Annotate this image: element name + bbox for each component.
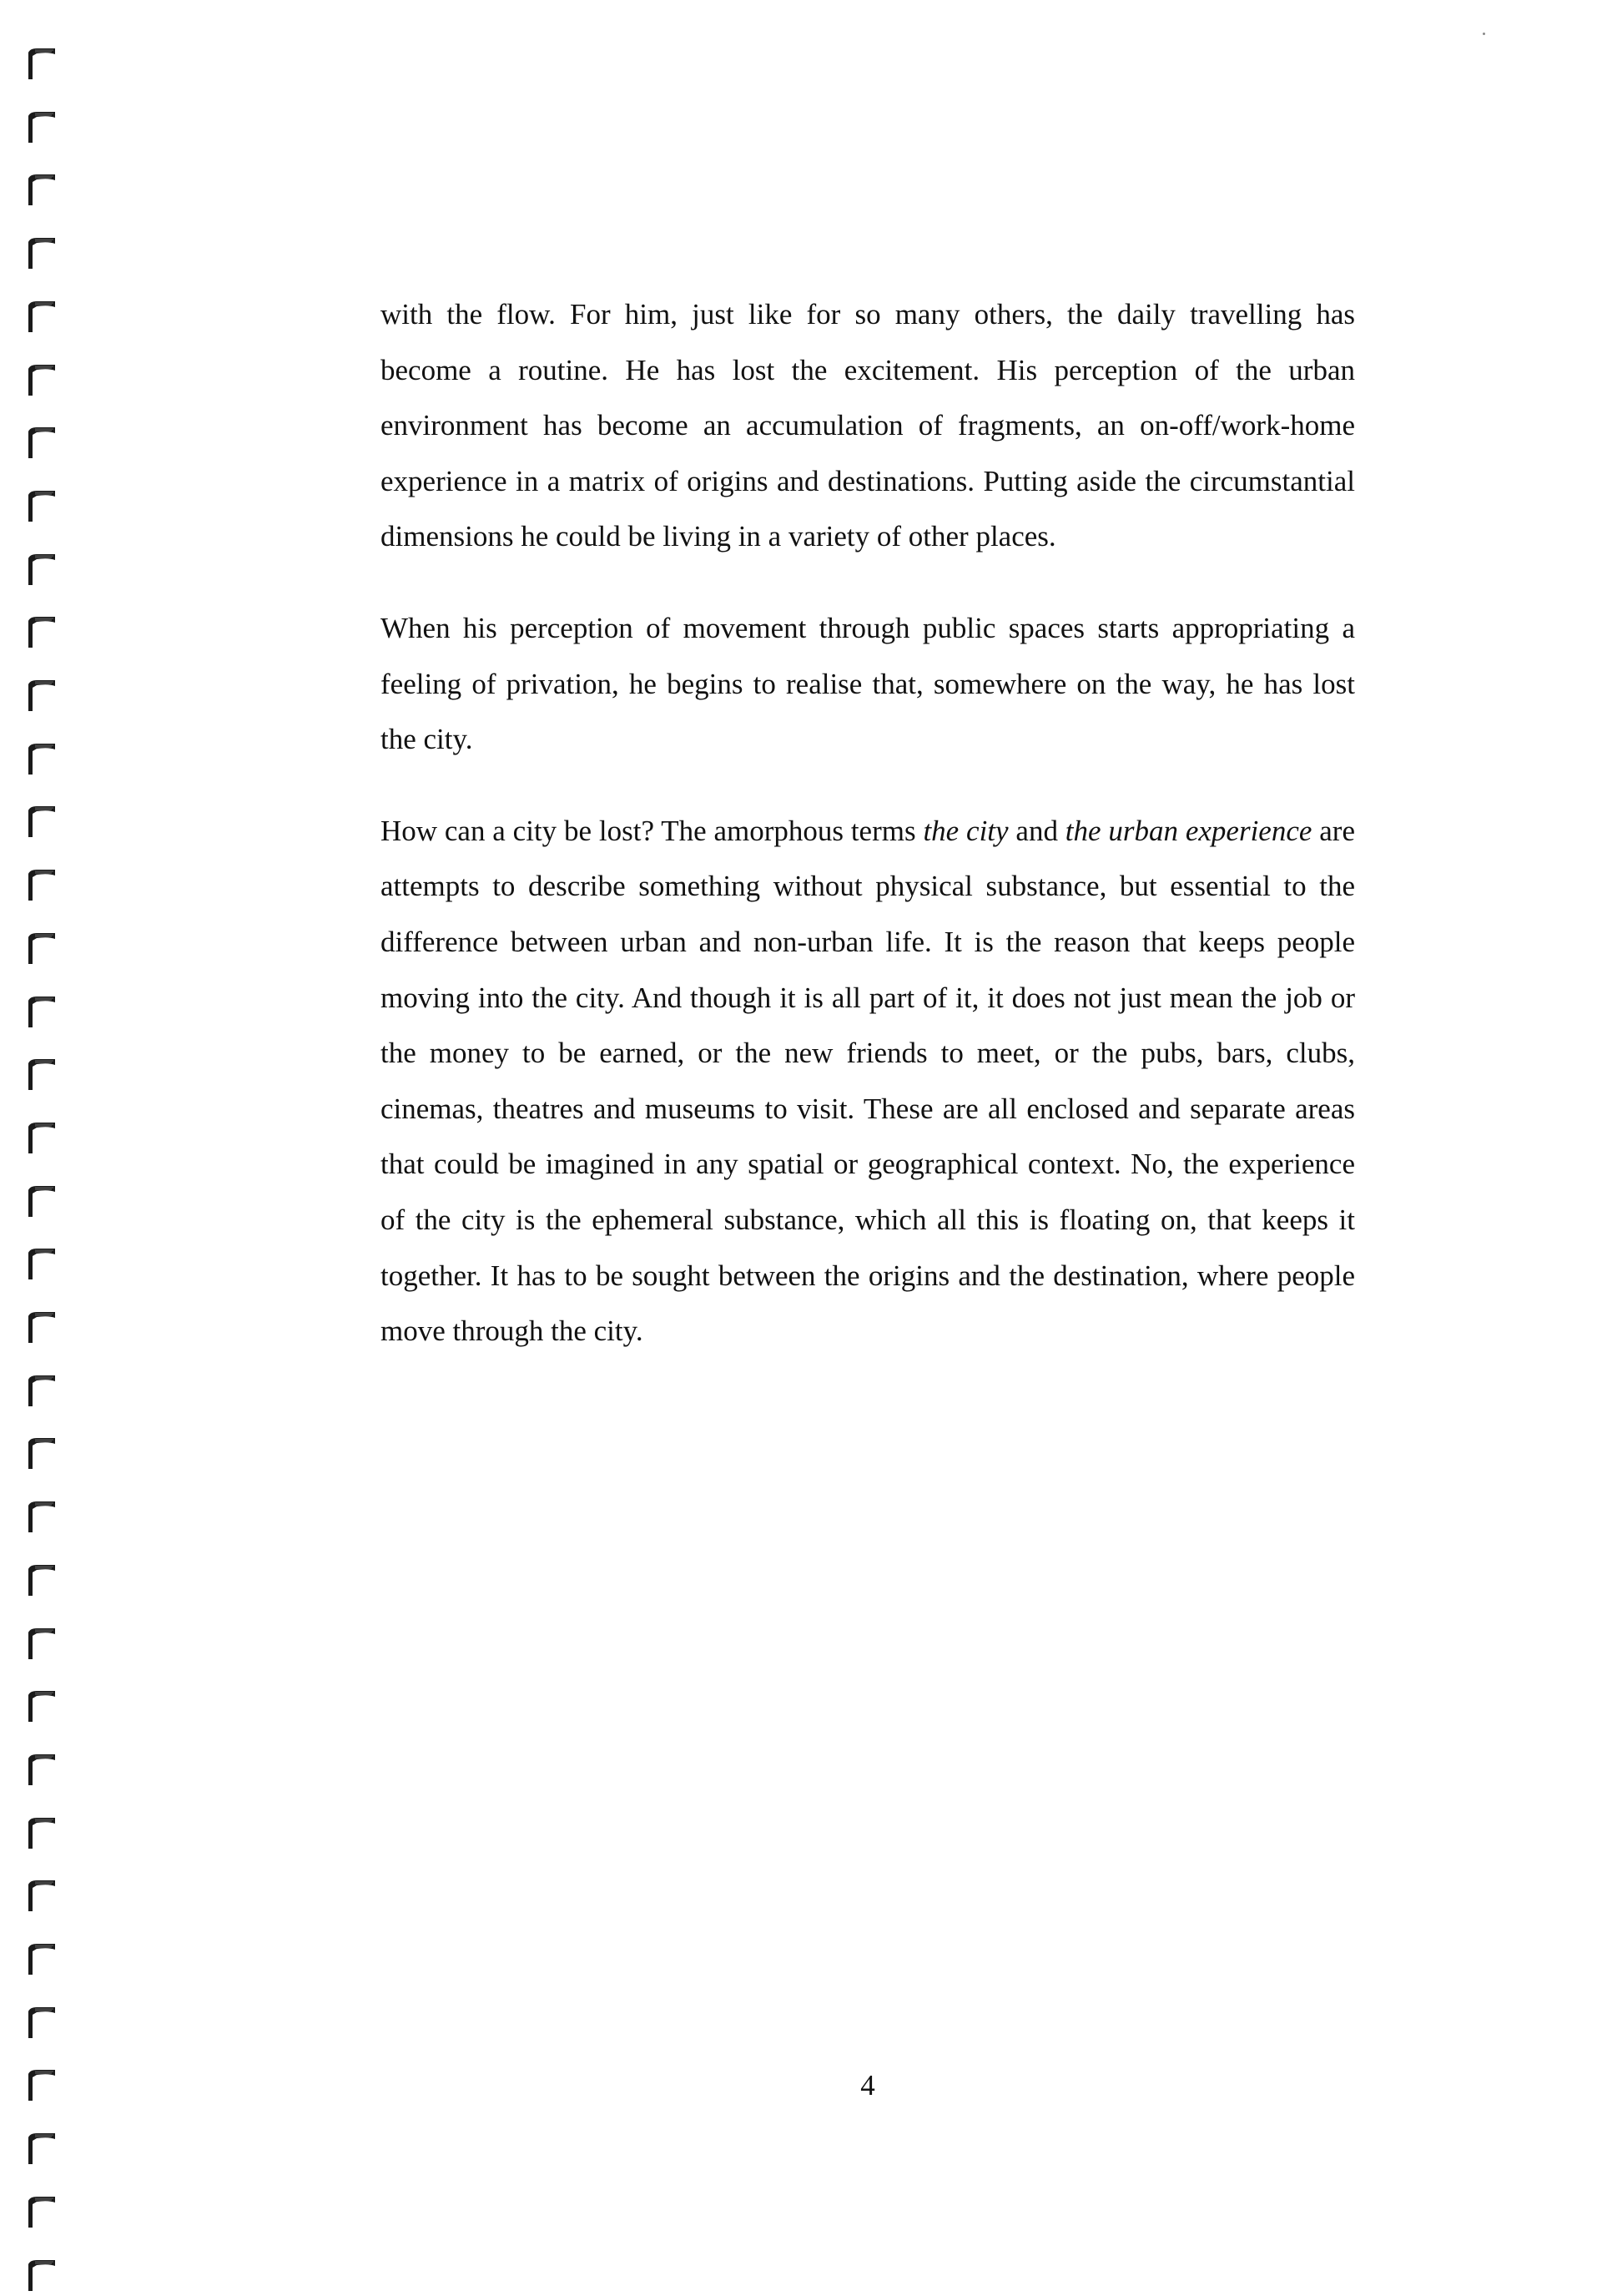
spiral-binding-ring-icon — [23, 867, 60, 906]
text-segment: with the flow. For him, just like for so many others, the daily travelling has become a routine. He has lost the excitement. His perception of the urban environment has become an accumulation of fragments, an on-off/work-home experience in a matrix of origins and destinations. Putting aside the circumstantial dimensions he could be living in a variety of other places. — [380, 298, 1355, 553]
spiral-binding-ring-icon — [23, 1436, 60, 1474]
spiral-binding-ring-icon — [23, 678, 60, 716]
spiral-binding-ring-icon — [23, 2005, 60, 2043]
spiral-binding-ring-icon — [23, 1057, 60, 1095]
spiral-binding-ring-icon — [23, 2194, 60, 2233]
spiral-binding-ring-icon — [23, 1941, 60, 1980]
spiral-binding-ring-icon — [23, 362, 60, 401]
spiral-binding-ring-icon — [23, 1309, 60, 1348]
spiral-binding-ring-icon — [23, 804, 60, 842]
spiral-binding-ring-icon — [23, 614, 60, 653]
text-segment: How can a city be lost? The amorphous terms — [380, 814, 924, 847]
spiral-binding-ring-icon — [23, 1688, 60, 1727]
body-text — [380, 287, 1355, 1360]
spiral-binding-ring-icon — [23, 1373, 60, 1411]
spiral-binding-ring-icon — [23, 1878, 60, 1916]
spiral-binding-ring-icon — [23, 46, 60, 84]
spiral-binding-ring-icon — [23, 1183, 60, 1222]
spiral-binding-ring-icon — [23, 552, 60, 590]
spiral-binding-ring-icon — [23, 109, 60, 148]
spiral-binding-ring-icon — [23, 1626, 60, 1664]
paragraph — [380, 804, 1355, 1360]
spiral-binding-ring-icon — [23, 299, 60, 337]
spiral-binding-ring-icon — [23, 931, 60, 969]
spiral-binding-ring-icon — [23, 1246, 60, 1284]
paragraph — [380, 601, 1355, 768]
spiral-binding — [23, 46, 65, 2266]
spiral-binding-ring-icon — [23, 2131, 60, 2169]
spiral-binding-ring-icon — [23, 994, 60, 1032]
spiral-binding-ring-icon — [23, 741, 60, 780]
spiral-binding-ring-icon — [23, 1815, 60, 1854]
italic-term-the-urban-experience: the urban experience — [1065, 814, 1312, 847]
spiral-binding-ring-icon — [23, 425, 60, 463]
spiral-binding-ring-icon — [23, 1499, 60, 1537]
spiral-binding-ring-icon — [23, 1562, 60, 1601]
text-segment: When his perception of movement through public spaces starts appropriating a feeling of privation, he begins to realise that, somewhere on the way, he has lost the city. — [380, 611, 1355, 756]
paragraph — [380, 287, 1355, 565]
text-segment: are attempts to describe something without physical substance, but essential to the difference between urban and non-urban life. It is the reason that keeps people moving into the city. And though it is all part of it, it does not just mean the job or the money to be earned, or the new friends to meet, or the pubs, bars, clubs, cinemas, theatres and museums to visit. These are all enclosed and separate areas that could be imagined in any spatial or geographical context. No, the experience of the city is the ephemeral substance, which all this is floating on, that keeps it together. It has to be sought between the origins and the destination, where people move through the city. — [380, 814, 1355, 1348]
spiral-binding-ring-icon — [23, 2067, 60, 2106]
scan-speck — [1483, 33, 1485, 35]
spiral-binding-ring-icon — [23, 1752, 60, 1790]
text-segment: and — [1008, 814, 1065, 847]
spiral-binding-ring-icon — [23, 172, 60, 210]
spiral-binding-ring-icon — [23, 1120, 60, 1158]
spiral-binding-ring-icon — [23, 2258, 60, 2296]
spiral-binding-ring-icon — [23, 488, 60, 527]
italic-term-the-city: the city — [923, 814, 1009, 847]
spiral-binding-ring-icon — [23, 235, 60, 274]
page-number: 4 — [860, 2069, 875, 2102]
